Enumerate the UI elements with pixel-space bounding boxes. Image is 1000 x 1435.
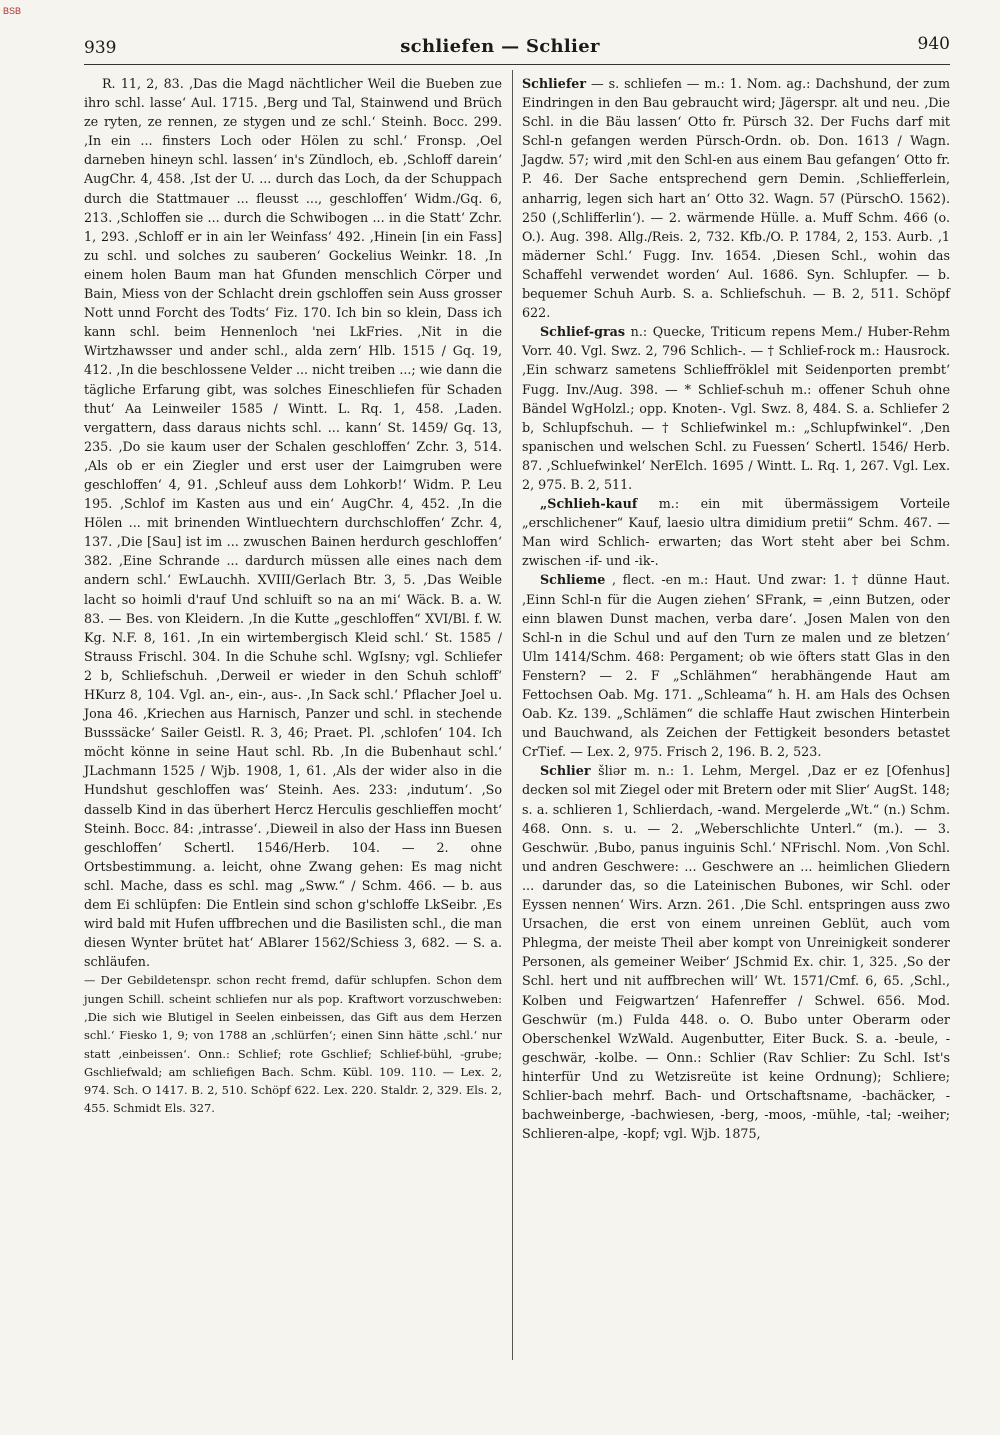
column-divider bbox=[512, 70, 513, 1360]
entry-text: — s. schliefen — m.: 1. Nom. ag.: Dachshund, der zum Eindringen in den Bau gebraucht wird; Jägerspr. alt und neu. ‚Die Schl. in die Bäu lassen‘ Otto fr. Pürsch 32. Der Fuchs darf mit Schl-n gefangen werden Pürsch-Ordn. ob. Don. 1613 / Wagn. Jagdw. 57; wird ‚mit den Schl-en aus einem Bau gefangen‘ Otto fr. P. 46. Der Sache entsprechend gern Demin. ‚Schliefferlein, anharrig, legen sich hart an‘ Otto 32. Wagn. 57 (PürschO. 1562). 250 (‚Schlifferlin‘). — 2. wärmende Hülle. a. Muff Schm. 466 (o. O.). Aug. 398. Allg./Reis. 2, 732. Kfb./O. P. 1784, 2, 153. Aurb. ‚1 mäderner Schl.‘ Fugg. Inv. 1654. ‚Diesen Schl., wohin das Schaffehl verwendet worden‘ Aul. 1686. Syn. Schlupfer. — b. bequemer Schuh Aurb. S. a. Schliefschuh. — B. 2, 511. Schöpf 622. bbox=[522, 76, 950, 321]
entry-text: n.: Quecke, Triticum repens Mem./ Huber-Rehm Vorr. 40. Vgl. Swz. 2, 796 Schlich-. — † Schlief-rock m.: Hausrock. ‚Ein schwarz sametens Schlieffröklel mit Seidenporten prembt‘ Fugg. Inv./Aug. 398. — * Schlief-schuh m.: offener Schuh ohne Bändel WgHolzl.; opp. Knoten-. Vgl. Swz. 8, 484. S. a. Schliefer 2 b, Schlupfschuh. — † Schliefwinkel m.: „Schlupfwinkel“. ‚Den spanischen und welschen Schl. zu Fuessen‘ Schertl. 1546/ Herb. 87. ‚Schluefwinkel‘ NerElch. 1695 / Wintt. L. Rq. 1, 267. Vgl. Lex. 2, 975. B. 2, 511. bbox=[522, 324, 950, 492]
entry-schliefer bbox=[522, 74, 950, 322]
lemma: Schlief-gras bbox=[540, 324, 626, 340]
entry-schlieme bbox=[522, 570, 950, 761]
page-number-right: 940 bbox=[917, 34, 950, 54]
right-column bbox=[522, 74, 950, 1143]
running-header bbox=[0, 28, 1000, 58]
entry-schlieh-kauf bbox=[522, 494, 950, 570]
entry-schlief-gras bbox=[522, 322, 950, 494]
header-rule bbox=[84, 64, 950, 65]
lemma: Schlieme bbox=[540, 572, 606, 588]
entry-text: šliər m. n.: 1. Lehm, Mergel. ‚Daz er ez [Ofenhus] decken sol mit Ziegel oder mit Bretern oder mit Slier‘ AugSt. 148; s. a. schlieren 1, Schlierdach, -wand. Mergelerde „Wt.“ (n.) Schm. 468. Onn. s. u. — 2. „Weberschlichte Unterl.“ (m.). — 3. Geschwür. ‚Bubo, panus inguinis Schl.‘ NFrischl. Nom. ‚Von Schl. und andren Geschwere: ... Geschwere an ... heimlichen Gliedern ... darunder das, so die Lateinischen Bubones, wir Schl. oder Eyssen nennen‘ Wirs. Arzn. 261. ‚Die Schl. entspringen auss zwo Ursachen, die erst von einem unreinen Geblüt, auch vom Phlegma, der meiste Theil aber kompt von Unreinigkeit sonderer Personen, als gemeiner Weiber‘ JSchmid Ex. chir. 1, 325. ‚So der Schl. hert und nit auffbrechen will‘ Wt. 1571/Cmf. 6, 65. ‚Schl., Kolben und Feigwartzen‘ Hafenreffer / Schwel. 656. Mod. Geschwür (m.) Fulda 448. o. O. Bubo unter Oberarm oder Oberschenkel WzWald. Augenbutter, Eiter Buck. S. a. -beule, -geschwär, -kolbe. — Onn.: Schlier (Rav Schlier: Zu Schl. Ist's hinterfür Und zu Wetzisreüte ist keine Ordnung); Schliere; Schlier-bach mehrf. Bach- und Ortschaftsname, -bachäcker, -bachweinberge, -bachwiesen, -berg, -moos, -mühle, -tal; -weiher; Schlieren-alpe, -kopf; vgl. Wjb. 1875, bbox=[522, 763, 950, 1142]
entry-text: , flect. -en m.: Haut. Und zwar: 1. † dünne Haut. ‚Einn Schl-n für die Augen ziehen‘ SFrank, = ‚einn Butzen, oder einn blawen Dunst machen, verba dare‘. ‚Josen Malen von den Schl-n in die Schul und auf den Turn ze malen und ze bletzen‘ Ulm 1414/Schm. 468: Pergament; ob wie öfters statt Glas in den Fenstern? — 2. F „Schlähmen“ herabhängende Haut am Fettochsen Oab. Mg. 171. „Schleama“ h. H. am Hals des Ochsen Oab. Kz. 139. „Schlämen“ die schlaffe Haut zwischen Hinterbein und Bauchwand, als Zeichen der Fettigkeit besonders betastet CrTief. — Lex. 2, 975. Frisch 2, 196. B. 2, 523. bbox=[522, 572, 950, 760]
page-number-left: 939 bbox=[84, 38, 117, 58]
lemma: Schliefer bbox=[522, 76, 587, 91]
etymology-note: — Der Gebildetenspr. schon recht fremd, dafür schlupfen. Schon dem jungen Schill. scheint schliefen nur als pop. Kraftwort vorzuschweben: ‚Die sich wie Blutigel in Seelen einbeissen, das Gift aus dem Herzen schl.‘ Fiesko 1, 9; von 1788 an ‚schlürfen‘; einen Sinn hätte ‚schl.‘ nur statt ‚einbeissen‘. Onn.: Schlief; rote Gschlief; Schlief-bühl, -grube; Gschliefwald; am schliefigen Bach. Schm. Kübl. 109. 110. — Lex. 2, 974. Sch. O 1417. B. 2, 510. Schöpf 622. Lex. 220. Staldr. 2, 329. Els. 2, 455. Schmidt Els. 327. bbox=[84, 973, 502, 1116]
lemma: „Schlieh-kauf bbox=[540, 496, 638, 512]
library-stamp: BSB bbox=[3, 6, 22, 16]
entry-schlier bbox=[522, 761, 950, 1143]
left-column bbox=[84, 74, 502, 1118]
lemma: Schlier bbox=[540, 763, 591, 779]
running-title: schliefen — Schlier bbox=[400, 36, 600, 57]
entry-paragraph: R. 11, 2, 83. ‚Das die Magd nächtlicher Weil die Bueben zue ihro schl. lasse‘ Aul. 1715. ‚Berg und Tal, Stainwend und Brüch ze ryten, ze rennen, ze stygen und ze schl.‘ Steinh. Bocc. 299. ‚In ein ... finsters Loch oder Hölen zu schl.‘ Fronsp. ‚Oel darneben hineyn schl. lassen‘ in's Zündloch, eb. ‚Schloff darein‘ AugChr. 4, 458. ‚Ist der U. ... durch das Loch, da der Schuppach durch die Stattmauer ... fleusst ..., geschloffen‘ Widm./Gq. 6, 213. ‚Schloffen sie ... durch die Schwibogen ... in die Statt‘ Zchr. 1, 293. ‚Schloff er in ain ler Weinfass‘ 492. ‚Hinein [in ein Fass] zu schl. und solches zu sauberen‘ Gockelius Weinkr. 18. ‚In einem holen Baum man hat Gfunden menschlich Cörper und Bain, Miess von der Schlacht drein gschloffen sein Auss grosser Nott unnd Forcht des Todts‘ Fiz. 170. Ich bin so klein, Dass ich kann schl. beim Hennenloch 'nei LkFries. ‚Nit in die Wirtzhawsser und ander schl., alda zern‘ Hlb. 1515 / Gq. 19, 412. ‚In die beschlossene Velder ... nicht treiben ...; wie dann die tägliche Erfarung gibt, was solches Eineschliefen für Schaden thut‘ Aa Leinweiler 1585 / Wintt. L. Rq. 1, 458. ‚Laden. vergattern, dass daraus nichts schl. ... kann‘ St. 1459/ Gq. 13, 235. ‚Do sie kaum user der Schalen geschloffen‘ Zchr. 3, 514. ‚Als ob er ein Ziegler und erst user der Laimgruben were geschloffen‘ 4, 91. ‚Schleuf auss dem Lohkorb!‘ Widm. P. Leu 195. ‚Schlof im Kasten aus und ein‘ AugChr. 4, 452. ‚In die Hölen ... mit brinenden Wintluechtern durchschloffen‘ Zchr. 4, 137. ‚Die [Sau] ist im ... zwuschen Bainen herdurch geschloffen‘ 382. ‚Eine Schrande ... dardurch müssen alle eines nach dem andern schl.‘ EwLauchh. XVIII/Gerlach Btr. 3, 5. ‚Das Weible lacht so hoimli d'rauf Und schluift so na an mi‘ Wäck. B. a. W. 83. — Bes. von Kleidern. ‚In die Kutte „geschloffen“ XVI/Bl. f. W. Kg. N.F. 8, 161. ‚In ein wirtembergisch Kleid schl.‘ St. 1585 / Strauss Frischl. 304. In die Schuhe schl. WgIsny; vgl. Schliefer 2 b, Schliefschuh. ‚Derweil er wieder in den Schuh schloff‘ HKurz 8, 104. Vgl. an-, ein-, aus-. ‚In Sack schl.‘ Pflacher Joel u. Jona 46. ‚Kriechen aus Harnisch, Panzer und schl. in stechende Busssäcke‘ Sailer Geistl. R. 3, 46; Praet. Pl. ‚schlofen‘ 104. Ich möcht könne in seine Haut schl. Rb. ‚In die Bubenhaut schl.‘ JLachmann 1525 / Wjb. 1908, 1, 61. ‚Als der wider also in die Hundshut geschloffen was‘ Steinh. Aes. 233: ‚indutum‘. ‚So dasselb Kind in das überhert Hercz Herculis geschlieffen mocht‘ Steinh. Bocc. 84: ‚intrasse‘. ‚Dieweil in also der Hass inn Buesen geschloffen‘ Schertl. 1546/Herb. 104. — 2. ohne Ortsbestimmung. a. leicht, ohne Zwang gehen: Es mag nicht schl. Mache, dass es schl. mag „Sww.“ / Schm. 466. — b. aus dem Ei schlüpfen: Die Entlein sind schon g'schloffe LkSeibr. ‚Es wird bald mit Hufen uffbrechen und die Basilisten schl., die man diesen Wynter brütet hat‘ ABlarer 1562/Schiess 3, 682. — S. a. schläufen. bbox=[84, 76, 502, 970]
entry-text: m.: ein mit übermässigem Vorteile „erschlichener“ Kauf, laesio ultra dimidium pretii“ Schm. 467. — Man wird Schlich- erwarten; das Wort steht aber bei Schm. zwischen -if- und -ik-. bbox=[522, 496, 950, 569]
